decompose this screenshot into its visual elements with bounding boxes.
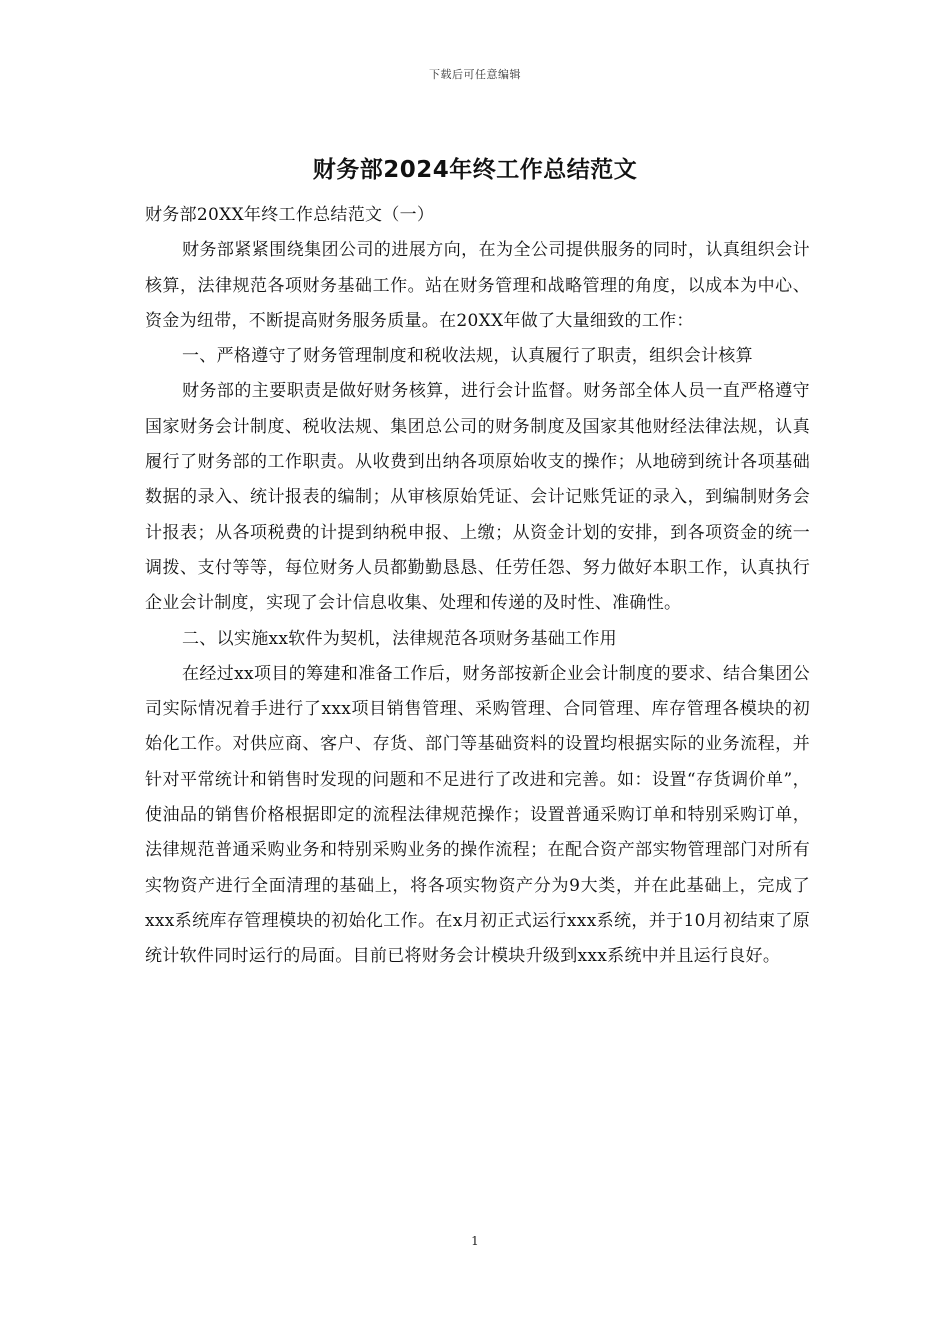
section-heading-2: 二、以实施xx软件为契机，法律规范各项财务基础工作用 <box>182 628 617 649</box>
page-number: 1 <box>471 1234 479 1248</box>
document-title: 财务部2024年终工作总结范文 <box>312 157 638 183</box>
header-note: 下载后可任意编辑 <box>429 68 521 81</box>
paragraph-intro: 财务部紧紧围绕集团公司的进展方向，在为全公司提供服务的同时，认真组织会计核算，法律规范各项财务基础工作。站在财务管理和战略管理的角度，以成本为中心、资金为纽带，不断提高财务服务质量。在20XX年做了大量细致的工作： <box>145 240 810 331</box>
section-heading-1: 一、严格遵守了财务管理制度和税收法规，认真履行了职责，组织会计核算 <box>182 346 753 367</box>
section-subtitle: 财务部20XX年终工作总结范文（一） <box>145 205 435 225</box>
paragraph-duties: 财务部的主要职责是做好财务核算，进行会计监督。财务部全体人员一直严格遵守国家财务会计制度、税收法规、集团总公司的财务制度及国家其他财经法律法规，认真履行了财务部的工作职责。从收费到出纳各项原始收支的操作；从地磅到统计各项基础数据的录入、统计报表的编制；从审核原始凭证、会计记账凭证的录入，到编制财务会计报表；从各项税费的计提到纳税申报、上缴；从资金计划的安排，到各项资金的统一调拨、支付等等，每位财务人员都勤勤恳恳、任劳任怨、努力做好本职工作，认真执行企业会计制度，实现了会计信息收集、处理和传递的及时性、准确性。 <box>145 381 810 614</box>
paragraph-software: 在经过xx项目的筹建和准备工作后，财务部按新企业会计制度的要求、结合集团公司实际情况着手进行了xxx项目销售管理、采购管理、合同管理、库存管理各模块的初始化工作。对供应商、客户、存货、部门等基础资料的设置均根据实际的业务流程，并针对平常统计和销售时发现的问题和不足进行了改进和完善。如：设置“存货调价单”，使油品的销售价格根据即定的流程法律规范操作；设置普通采购订单和特别采购订单，法律规范普通采购业务和特别采购业务的操作流程；在配合资产部实物管理部门对所有实物资产进行全面清理的基础上，将各项实物资产分为9大类，并在此基础上，完成了xxx系统库存管理模块的初始化工作。在x月初正式运行xxx系统，并于10月初结束了原统计软件同时运行的局面。目前已将财务会计模块升级到xxx系统中并且运行良好。 <box>145 663 810 967</box>
document-body <box>145 198 810 975</box>
